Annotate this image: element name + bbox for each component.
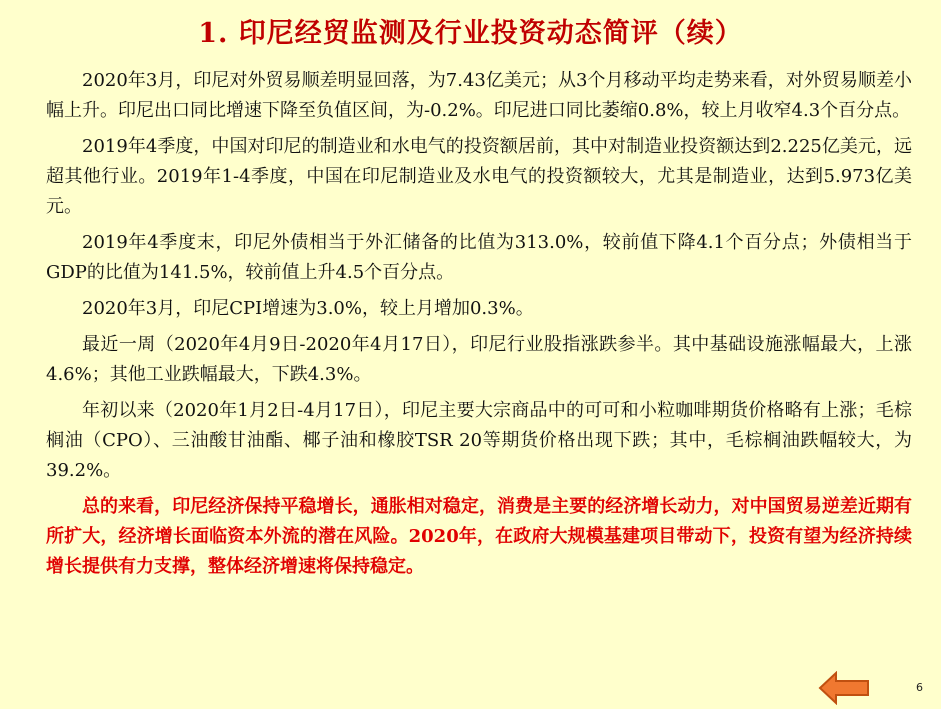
- paragraph-cpi: 2020年3月，印尼CPI增速为3.0%，较上月增加0.3%。: [82, 298, 534, 319]
- paragraph-external-debt: 2019年4季度末，印尼外债相当于外汇储备的比值为313.0%，较前值下降4.1个百分点；外债相当于GDP的比值为141.5%，较前值上升4.5个百分点。: [46, 232, 912, 283]
- paragraph-commodities: 年初以来（2020年1月2日-4月17日），印尼主要大宗商品中的可可和小粒咖啡期货价格略有上涨；毛棕榈油（CPO）、三油酸甘油酯、椰子油和橡胶TSR 20等期货价格出现下跌；其中，毛棕榈油跌幅较大，为39.2%。: [46, 400, 912, 481]
- left-arrow-icon: [818, 671, 870, 705]
- paragraph-stock-index: 最近一周（2020年4月9日-2020年4月17日），印尼行业股指涨跌参半。其中基础设施涨幅最大，上涨4.6%；其他工业跌幅最大，下跌4.3%。: [46, 334, 912, 385]
- slide-title: 1. 印尼经贸监测及行业投资动态简评（续）: [198, 18, 743, 49]
- paragraph-trade-balance: 2020年3月，印尼对外贸易顺差明显回落，为7.43亿美元；从3个月移动平均走势来看，对外贸易顺差小幅上升。印尼出口同比增速下降至负值区间，为-0.2%。印尼进口同比萎缩0.8%，较上月收窄4.3个百分点。: [46, 70, 912, 121]
- slide-body: [46, 66, 912, 588]
- paragraph-china-investment: 2019年4季度，中国对印尼的制造业和水电气的投资额居前，其中对制造业投资额达到2.225亿美元，远超其他行业。2019年1-4季度，中国在印尼制造业及水电气的投资额较大，尤其是制造业，达到5.973亿美元。: [46, 136, 912, 217]
- summary-paragraph: 总的来看，印尼经济保持平稳增长，通胀相对稳定，消费是主要的经济增长动力，对中国贸易逆差近期有所扩大，经济增长面临资本外流的潜在风险。2020年，在政府大规模基建项目带动下，投资有望为经济持续增长提供有力支撑，整体经济增速将保持稳定。: [46, 496, 912, 577]
- page-number: 6: [916, 681, 923, 694]
- back-arrow-button[interactable]: [818, 671, 870, 705]
